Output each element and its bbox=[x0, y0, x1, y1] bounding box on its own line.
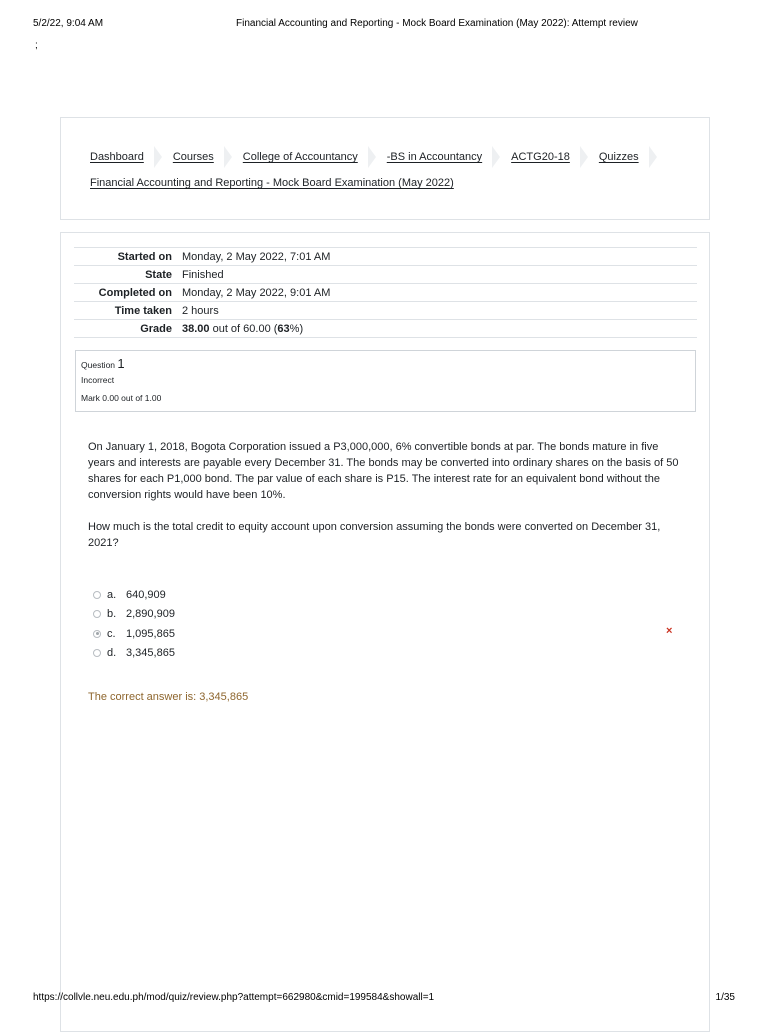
breadcrumb-card bbox=[60, 117, 710, 220]
breadcrumb-separator-icon bbox=[492, 146, 500, 168]
summary-value: Finished bbox=[182, 268, 224, 281]
answer-option[interactable] bbox=[93, 605, 175, 625]
breadcrumb-program[interactable]: -BS in Accountancy bbox=[386, 151, 483, 163]
question-prompt: How much is the total credit to equity account upon conversion assuming the bonds were converted on December 31, 2021? bbox=[88, 521, 661, 549]
breadcrumb-separator-icon bbox=[154, 146, 162, 168]
question-text bbox=[88, 439, 688, 551]
question-number-value: 1 bbox=[117, 356, 125, 371]
answer-options bbox=[93, 585, 175, 663]
incorrect-icon: × bbox=[666, 625, 673, 637]
option-letter: a. bbox=[107, 588, 117, 601]
breadcrumb-college[interactable]: College of Accountancy bbox=[242, 151, 358, 163]
radio-button[interactable] bbox=[93, 610, 101, 618]
summary-label: State bbox=[145, 268, 172, 281]
summary-value: Monday, 2 May 2022, 7:01 AM bbox=[182, 250, 331, 263]
breadcrumb bbox=[90, 146, 668, 168]
grade-close: %) bbox=[289, 322, 304, 335]
breadcrumb-dashboard[interactable]: Dashboard bbox=[90, 151, 144, 163]
option-text: 3,345,865 bbox=[126, 647, 175, 660]
summary-label: Time taken bbox=[114, 304, 172, 317]
answer-option[interactable] bbox=[93, 644, 175, 664]
breadcrumb-separator-icon bbox=[649, 146, 657, 168]
summary-row-grade bbox=[74, 320, 697, 338]
breadcrumb-quizzes[interactable]: Quizzes bbox=[598, 151, 639, 163]
answer-option[interactable] bbox=[93, 585, 175, 605]
grade-percent: 63 bbox=[277, 322, 290, 335]
summary-label: Started on bbox=[117, 250, 172, 263]
question-mark: Mark 0.00 out of 1.00 bbox=[81, 393, 162, 403]
grade-outof: out of 60.00 ( bbox=[209, 322, 278, 335]
print-datetime: 5/2/22, 9:04 AM bbox=[33, 18, 104, 29]
attempt-summary-table bbox=[74, 247, 697, 338]
radio-button-checked[interactable] bbox=[93, 630, 101, 638]
question-state: Incorrect bbox=[81, 375, 115, 385]
summary-row bbox=[74, 248, 697, 266]
radio-button[interactable] bbox=[93, 649, 101, 657]
question-label: Question bbox=[81, 360, 118, 370]
question-number bbox=[81, 356, 125, 371]
attempt-review-card bbox=[60, 232, 710, 1032]
breadcrumb-separator-icon bbox=[368, 146, 376, 168]
option-text: 640,909 bbox=[126, 588, 166, 601]
summary-row bbox=[74, 284, 697, 302]
print-stray-mark: ; bbox=[35, 40, 38, 51]
question-paragraph: On January 1, 2018, Bogota Corporation issued a P3,000,000, 6% convertible bonds at par. The bonds mature in five years and interests are payable every December 31. The bonds may be converted into ordinary shares on the basis of 50 shares for each P1,000 bond. The par value of each share is P15. The interest rate for an equivalent bond without the conversion rights would have been 10%. bbox=[88, 441, 679, 501]
question-info-box bbox=[75, 350, 696, 412]
grade-value bbox=[182, 320, 697, 338]
summary-value: 2 hours bbox=[182, 304, 219, 317]
breadcrumb-separator-icon bbox=[224, 146, 232, 168]
option-letter: d. bbox=[107, 647, 117, 660]
grade-label: Grade bbox=[140, 322, 172, 335]
breadcrumb-course[interactable]: ACTG20-18 bbox=[511, 151, 570, 163]
print-url: https://collvle.neu.edu.ph/mod/quiz/review.php?attempt=662980&cmid=199584&showall=1 bbox=[33, 992, 435, 1003]
radio-button[interactable] bbox=[93, 591, 101, 599]
print-title: Financial Accounting and Reporting - Mock Board Examination (May 2022): Attempt review bbox=[236, 18, 638, 29]
summary-row bbox=[74, 302, 697, 320]
option-text: 1,095,865 bbox=[126, 627, 175, 640]
summary-value: Monday, 2 May 2022, 9:01 AM bbox=[182, 286, 331, 299]
breadcrumb-quiz[interactable]: Financial Accounting and Reporting - Mock Board Examination (May 2022) bbox=[90, 177, 454, 189]
print-page-number: 1/35 bbox=[715, 992, 735, 1003]
summary-row bbox=[74, 266, 697, 284]
option-text: 2,890,909 bbox=[126, 608, 175, 621]
option-letter: b. bbox=[107, 608, 117, 621]
answer-option-selected[interactable] bbox=[93, 624, 175, 644]
breadcrumb-courses[interactable]: Courses bbox=[172, 151, 214, 163]
breadcrumb-separator-icon bbox=[580, 146, 588, 168]
correct-answer-feedback: The correct answer is: 3,345,865 bbox=[88, 691, 249, 703]
grade-score: 38.00 bbox=[182, 322, 210, 335]
summary-label: Completed on bbox=[98, 286, 172, 299]
option-letter: c. bbox=[107, 627, 116, 640]
